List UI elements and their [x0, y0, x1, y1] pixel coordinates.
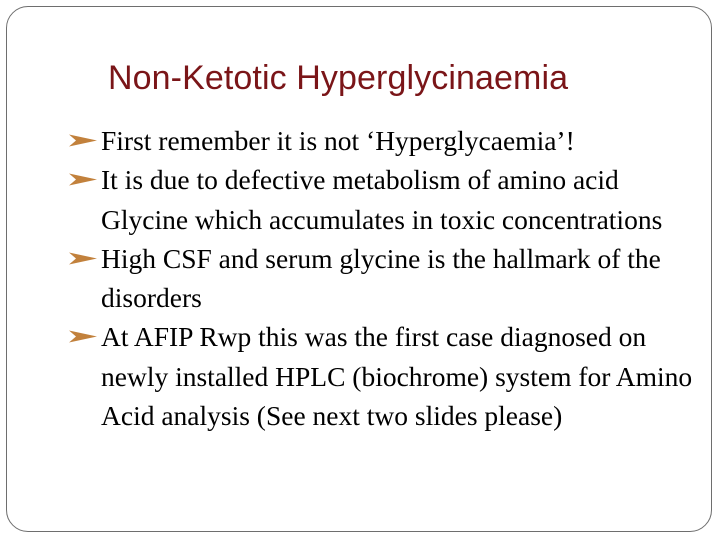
arrowhead-bullet-icon — [68, 251, 98, 266]
bullet-item — [84, 239, 694, 318]
bullet-item — [84, 160, 694, 239]
slide-title: Non-Ketotic Hyperglycinaemia — [108, 59, 569, 97]
bullet-text: At AFIP Rwp this was the first case diagnosed on newly installed HPLC (biochrome) system for Amino Acid analysis (See next two slides please) — [101, 321, 693, 432]
arrowhead-bullet-icon — [68, 133, 98, 148]
bullet-text: It is due to defective metabolism of amino acid Glycine which accumulates in toxic concentrations — [101, 164, 663, 235]
bullet-item — [84, 121, 694, 160]
arrowhead-bullet-icon — [68, 329, 98, 344]
arrowhead-bullet-icon — [68, 172, 98, 187]
bullet-text: First remember it is not ‘Hyperglycaemia’! — [101, 125, 575, 156]
bullet-text: High CSF and serum glycine is the hallmark of the disorders — [101, 242, 661, 314]
bullet-item — [84, 317, 694, 435]
bullet-list — [84, 121, 694, 435]
